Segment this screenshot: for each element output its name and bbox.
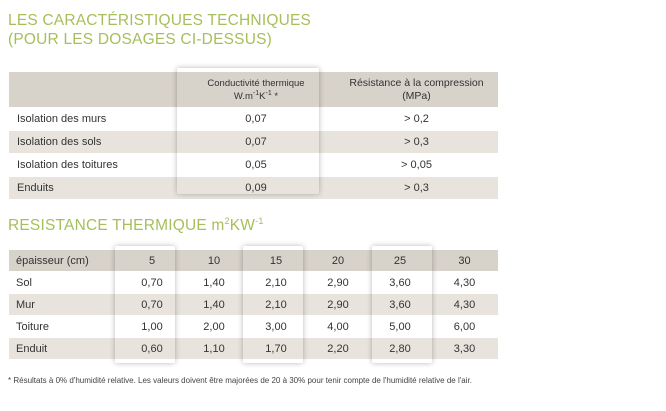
thickness-header: 20	[331, 254, 345, 267]
compression-unit: (MPa)	[402, 89, 431, 102]
resistance-value: > 0,3	[404, 182, 429, 194]
resistance-cell: 1,10	[203, 342, 225, 355]
header-empty-cell	[9, 72, 177, 107]
table-row	[9, 338, 498, 360]
resistance-cell: 4,00	[327, 320, 349, 333]
table-header-row	[9, 72, 498, 108]
footnote: * Résultats à 0% d'humidité relative. Les valeurs doivent être majorées de 20 à 30% pour tenir compte de l'humidité relative de l'air.	[8, 376, 472, 385]
resistance-cell: 4,30	[453, 276, 476, 289]
resistance-cell: 2,90	[327, 298, 349, 311]
resistance-cell: 1,70	[265, 342, 287, 355]
resistance-value: > 0,05	[401, 159, 432, 171]
table-row	[9, 154, 498, 177]
section-title-thermal-resistance: RESISTANCE THERMIQUE $m^2KW^{-1}$	[8, 215, 264, 234]
resistance-cell: 1,40	[203, 276, 225, 289]
row-label: Toiture	[16, 320, 50, 333]
section-subtitle-dosages: (POUR LES DOSAGES CI-DESSUS)	[8, 31, 272, 48]
resistance-value: > 0,2	[404, 113, 429, 125]
header-conductivity	[177, 72, 335, 107]
resistance-cell: 3,00	[265, 320, 287, 333]
row-label: Mur	[16, 298, 35, 311]
row-label: Sol	[16, 276, 32, 289]
table-row	[9, 131, 498, 154]
thickness-header: 30	[458, 254, 471, 267]
table-header-row	[9, 250, 498, 272]
resistance-cell: 5,00	[389, 320, 411, 333]
row-label: Enduits	[17, 182, 54, 194]
resistance-cell: 1,00	[141, 320, 163, 333]
resistance-cell: 6,00	[453, 320, 476, 333]
thickness-header: 5	[148, 254, 156, 267]
resistance-cell: 2,90	[327, 276, 349, 289]
thermal-resistance-table	[9, 250, 498, 360]
table-row	[9, 316, 498, 338]
row-label: Isolation des toitures	[17, 159, 118, 171]
conductivity-title: Conductivité thermique	[207, 77, 305, 89]
resistance-cell: 2,10	[265, 298, 287, 311]
conductivity-unit: $W.m^{-1}K^{-1}$ *	[233, 89, 279, 102]
resistance-cell: 3,60	[389, 276, 411, 289]
resistance-cell: 1,40	[203, 298, 225, 311]
compression-title: Résistance à la compression	[349, 76, 484, 89]
thickness-header: 15	[269, 254, 283, 267]
resistance-cell: 3,60	[389, 298, 411, 311]
conductivity-value: 0,05	[245, 159, 267, 171]
resistance-cell: 0,60	[141, 342, 163, 355]
table-row	[9, 177, 498, 200]
row-label: Isolation des murs	[17, 113, 107, 125]
row-label: Isolation des sols	[17, 136, 102, 148]
characteristics-table	[9, 72, 498, 200]
resistance-cell: 0,70	[141, 298, 163, 311]
resistance-cell: 3,30	[453, 342, 476, 355]
thickness-header: 25	[393, 254, 407, 267]
resistance-cell: 2,20	[327, 342, 349, 355]
resistance-cell: 2,80	[389, 342, 411, 355]
header-compression	[335, 72, 498, 107]
conductivity-value: 0,07	[245, 113, 267, 125]
section-title-characteristics: LES CARACTÉRISTIQUES TECHNIQUES	[8, 12, 312, 29]
thickness-header-label: épaisseur (cm)	[16, 254, 89, 267]
resistance-cell: 0,70	[141, 276, 163, 289]
resistance-value: > 0,3	[404, 136, 429, 148]
table-row	[9, 108, 498, 131]
resistance-cell: 4,30	[453, 298, 476, 311]
conductivity-value: 0,09	[245, 182, 267, 194]
row-label: Enduit	[16, 342, 48, 355]
resistance-cell: 2,00	[203, 320, 225, 333]
table-row	[9, 294, 498, 316]
conductivity-value: 0,07	[245, 136, 267, 148]
table-row	[9, 272, 498, 294]
thickness-header: 10	[207, 254, 221, 267]
resistance-cell: 2,10	[265, 276, 287, 289]
